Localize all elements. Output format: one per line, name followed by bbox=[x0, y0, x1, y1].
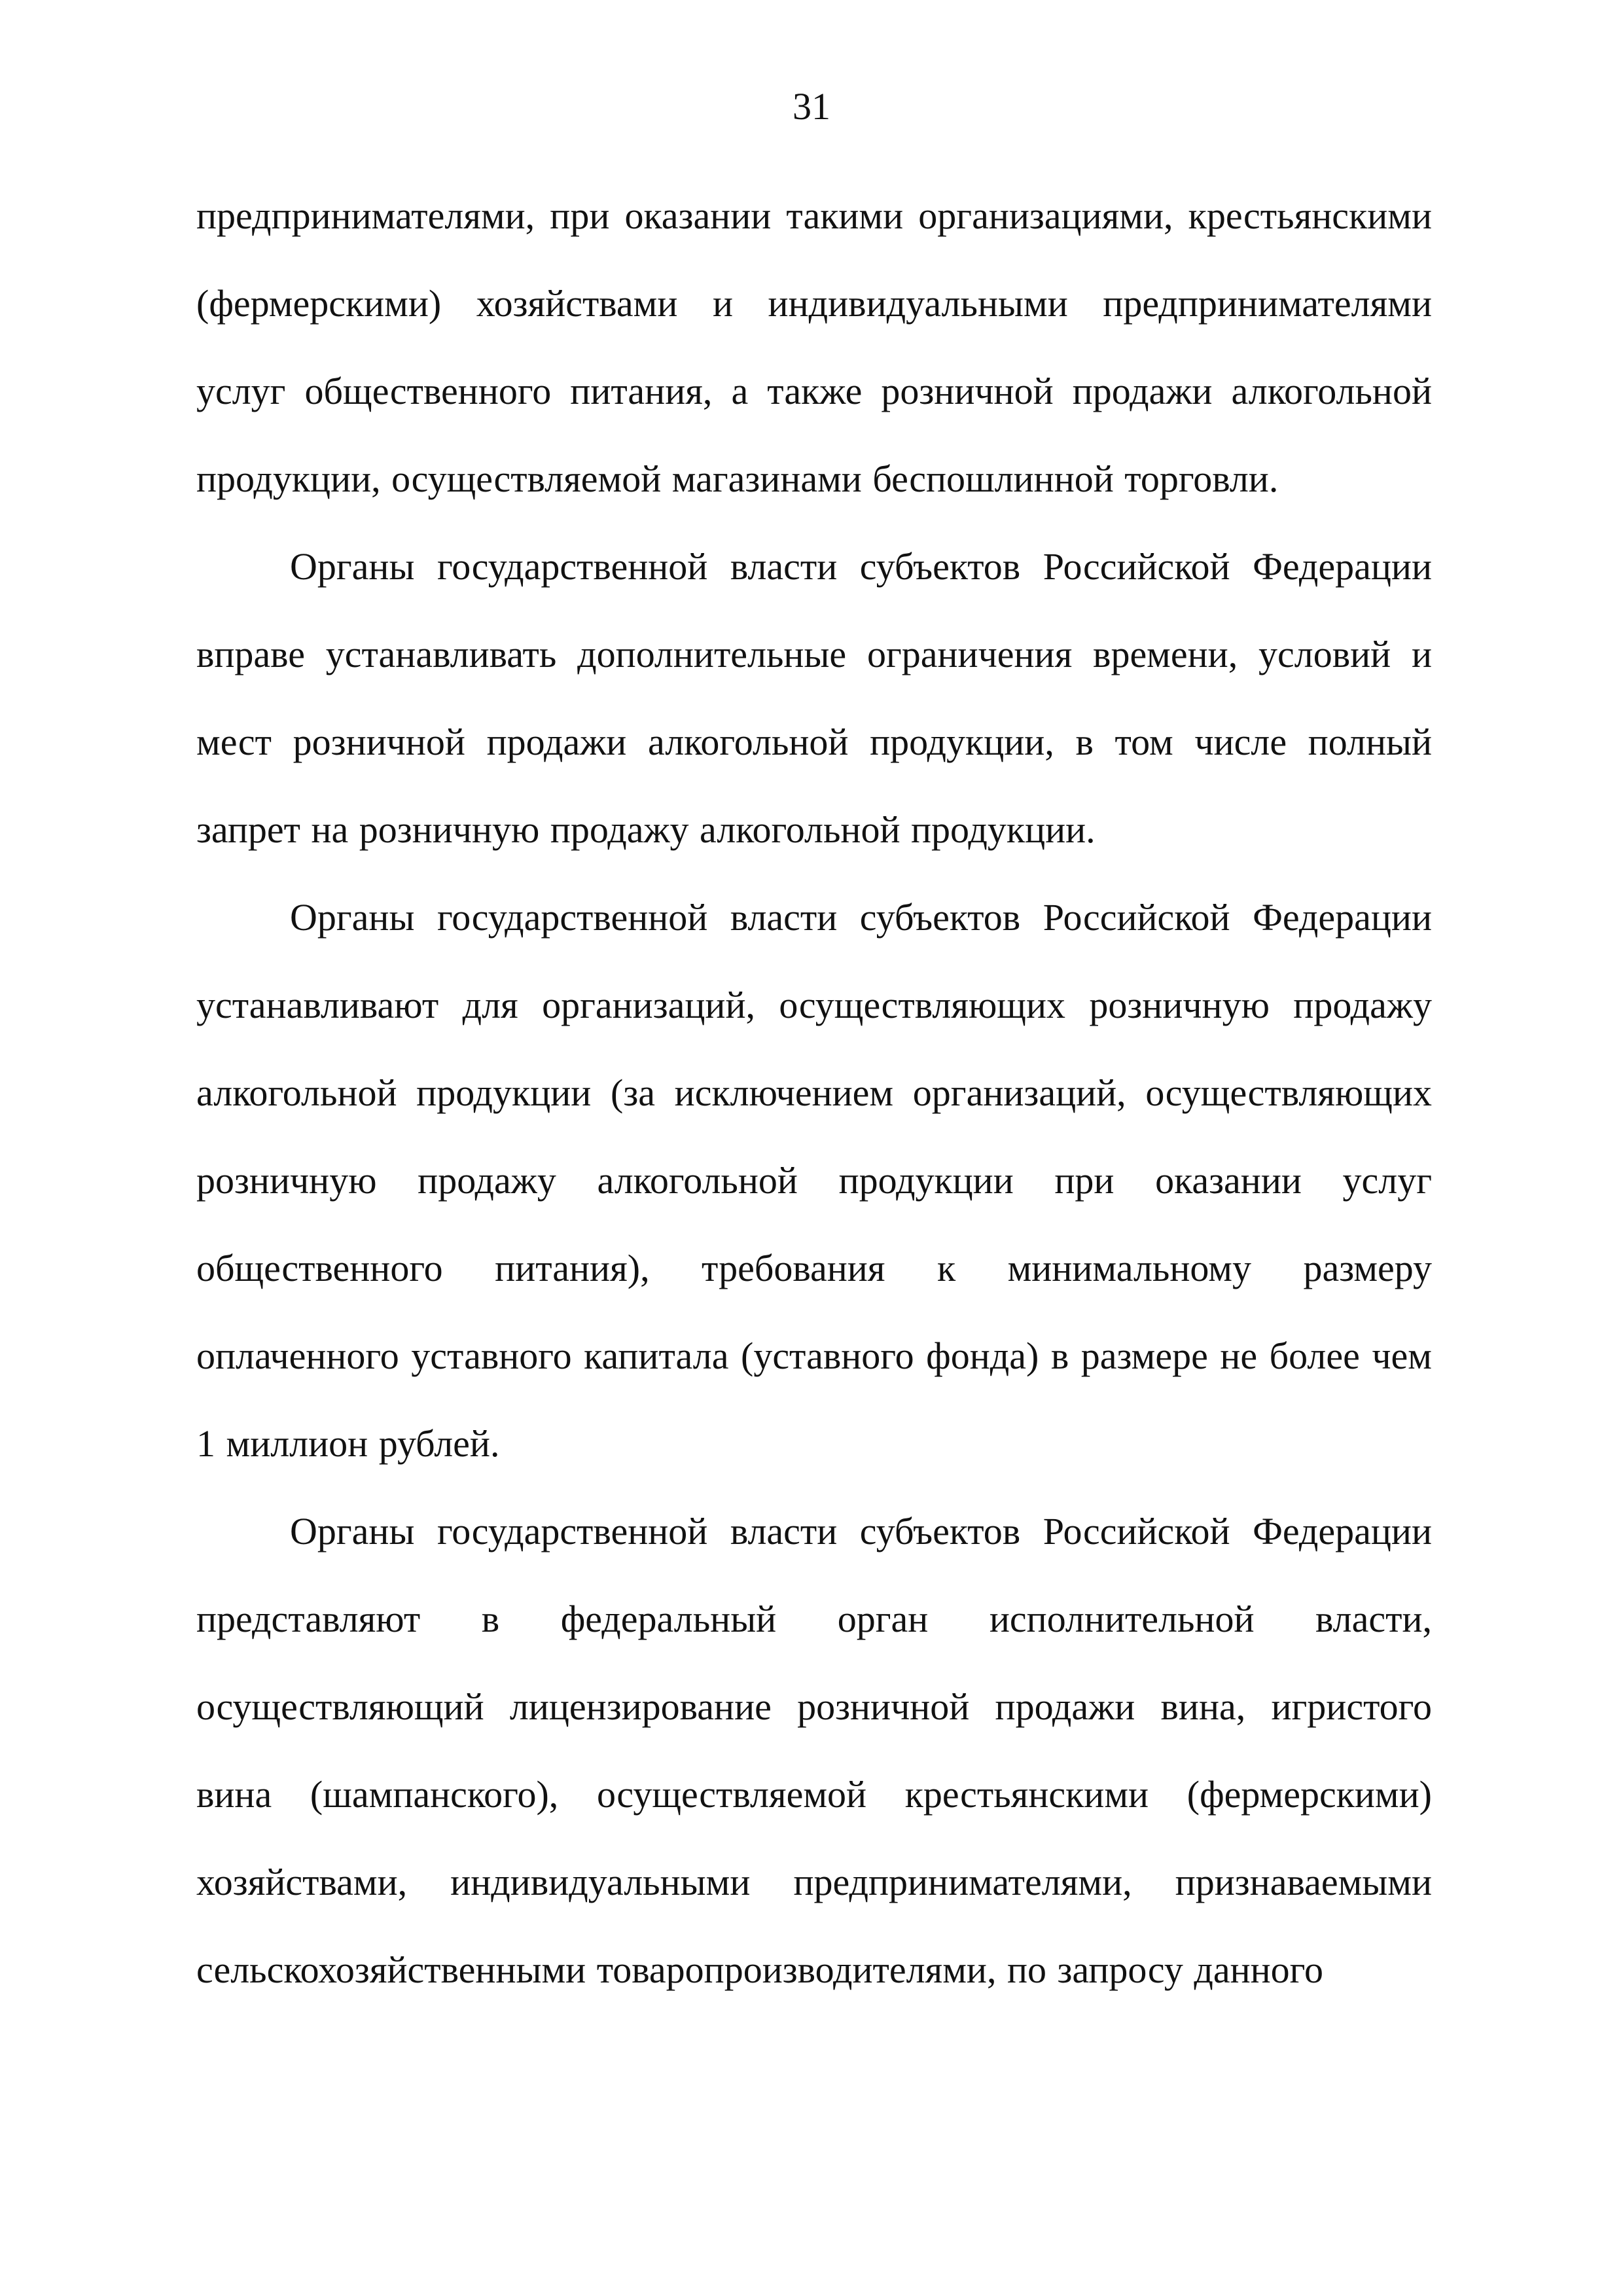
document-body bbox=[196, 172, 1432, 2014]
paragraph-reporting: Органы государственной власти субъектов Российской Федерации представляют в федеральный орган исполнительной власти, осуществляющий лицензирование розничной продажи вина, игристого вина (шампанского), осуществляемой крестьянскими (фермерскими) хозяйствами, индивидуальными предпринимателями, признаваемыми сельскохозяйственными товаропроизводителями, по запросу данного bbox=[196, 1510, 1432, 1991]
page-number: 31 bbox=[793, 85, 830, 128]
paragraph-restrictions: Органы государственной власти субъектов Российской Федерации вправе устанавливать дополнительные ограничения времени, условий и мест розничной продажи алкогольной продукции, в том числе полный запрет на розничную продажу алкогольной продукции. bbox=[196, 545, 1432, 851]
paragraph-capital-requirements: Органы государственной власти субъектов Российской Федерации устанавливают для организаций, осуществляющих розничную продажу алкогольной продукции (за исключением организаций, осуществляющих розничную продажу алкогольной продукции при оказании услуг общественного питания), требования к минимальному размеру оплаченного уставного капитала (уставного фонда) в размере не более чем 1 миллион рублей. bbox=[196, 896, 1432, 1465]
paragraph-continuation: предпринимателями, при оказании такими организациями, крестьянскими (фермерскими) хозяйствами и индивидуальными предпринимателями услуг общественного питания, а также розничной продажи алкогольной продукции, осуществляемой магазинами беспошлинной торговли. bbox=[196, 194, 1432, 500]
